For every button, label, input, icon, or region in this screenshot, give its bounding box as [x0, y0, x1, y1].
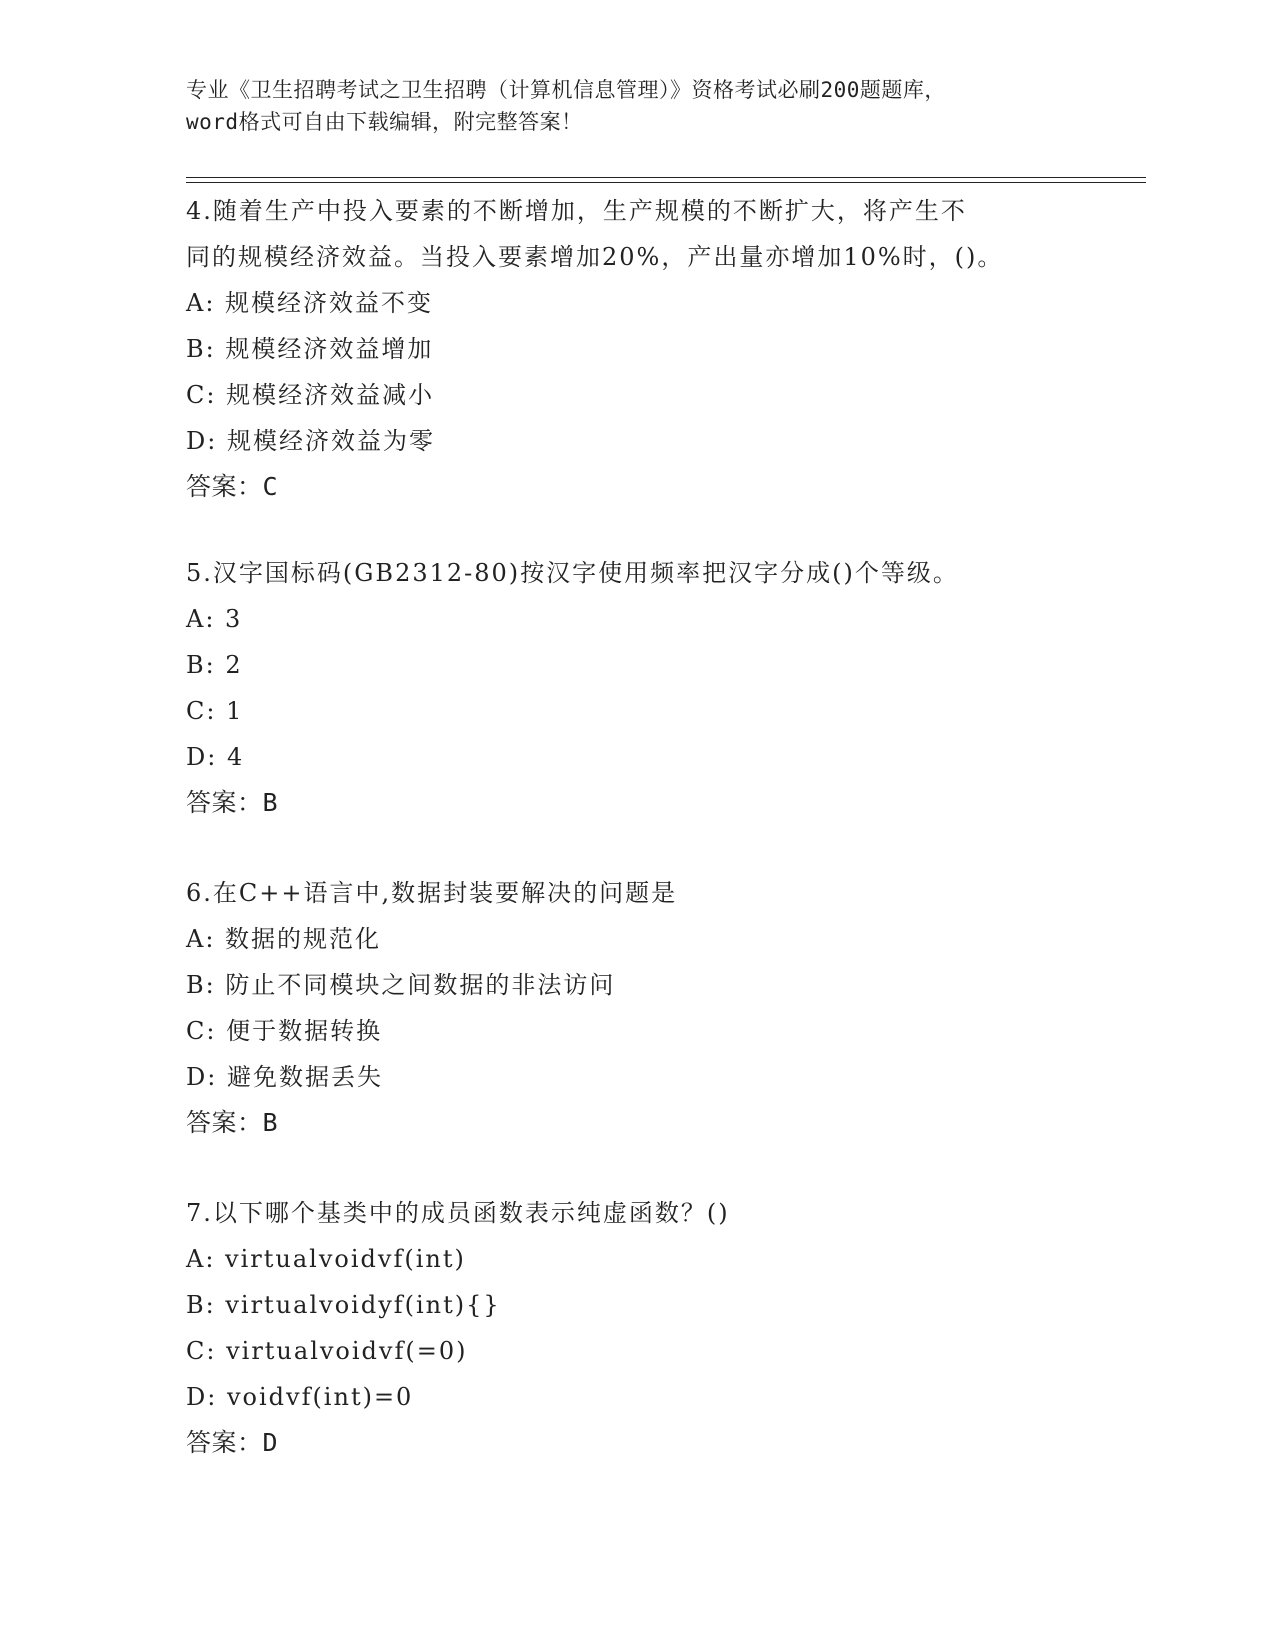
- question-stem-line: 7.以下哪个基类中的成员函数表示纯虚函数？(): [186, 1199, 730, 1227]
- option-b: B: 2: [186, 651, 243, 679]
- option-c: C: virtualvoidvf(=0): [186, 1337, 468, 1365]
- question-7: [186, 1190, 1086, 1466]
- document-header: [186, 74, 1086, 138]
- option-b: B: 规模经济效益增加: [186, 335, 434, 363]
- answer-line: 答案：D: [186, 1428, 279, 1457]
- option-a: A: 规模经济效益不变: [186, 289, 434, 317]
- answer-line: 答案：C: [186, 472, 279, 501]
- option-b: B: virtualvoidyf(int){}: [186, 1291, 501, 1319]
- option-b: B: 防止不同模块之间数据的非法访问: [186, 971, 616, 999]
- option-c: C: 1: [186, 697, 244, 725]
- option-a: A: virtualvoidvf(int): [186, 1245, 466, 1273]
- answer-line: 答案：B: [186, 1108, 279, 1137]
- header-line-2: word格式可自由下载编辑，附完整答案！: [186, 110, 583, 134]
- question-4: [186, 188, 1086, 510]
- question-6: [186, 870, 1086, 1146]
- header-divider-top: [186, 177, 1146, 178]
- option-a: A: 3: [186, 605, 243, 633]
- header-line-1: 专业《卫生招聘考试之卫生招聘（计算机信息管理）》资格考试必刷200题题库，: [186, 78, 946, 102]
- question-stem-line: 6.在C++语言中,数据封装要解决的问题是: [186, 879, 678, 907]
- option-d: D: 规模经济效益为零: [186, 427, 435, 455]
- option-d: D: 4: [186, 743, 245, 771]
- question-5: [186, 550, 1086, 826]
- answer-line: 答案：B: [186, 788, 279, 817]
- question-stem-line: 同的规模经济效益。当投入要素增加20%，产出量亦增加10%时，()。: [186, 243, 1004, 271]
- header-divider-bottom: [186, 182, 1146, 183]
- option-c: C: 规模经济效益减小: [186, 381, 435, 409]
- option-d: D: voidvf(int)=0: [186, 1383, 414, 1411]
- question-stem-line: 4.随着生产中投入要素的不断增加，生产规模的不断扩大，将产生不: [186, 197, 967, 225]
- option-d: D: 避免数据丢失: [186, 1063, 383, 1091]
- option-c: C: 便于数据转换: [186, 1017, 383, 1045]
- option-a: A: 数据的规范化: [186, 925, 382, 953]
- question-stem-line: 5.汉字国标码(GB2312-80)按汉字使用频率把汉字分成()个等级。: [186, 559, 959, 587]
